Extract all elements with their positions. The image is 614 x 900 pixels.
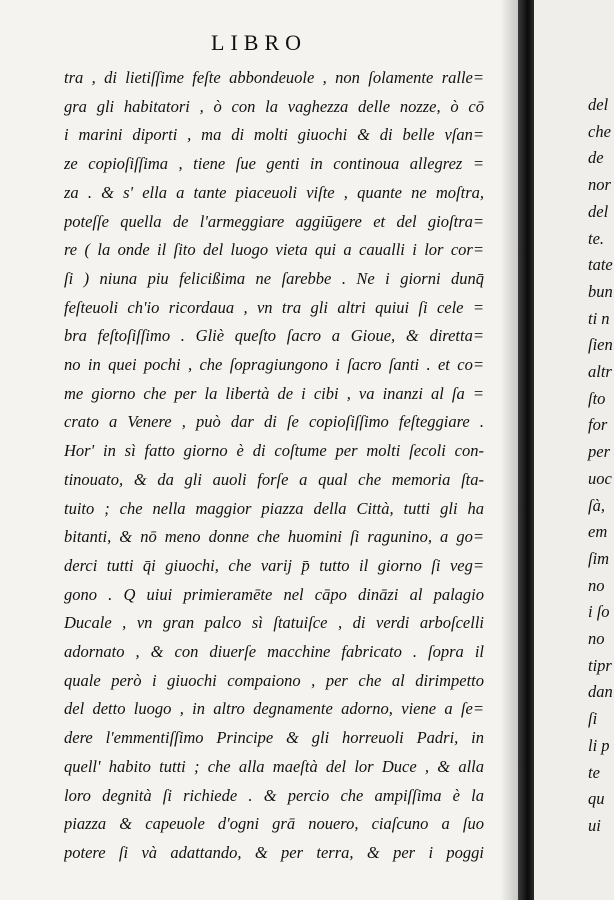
text-fragment: ſà, — [588, 495, 605, 515]
right-page-text-fragments — [588, 92, 613, 840]
text-fragment: i ſo — [588, 602, 610, 622]
text-fragment: ti n — [588, 308, 610, 328]
text-fragment: ſien — [588, 335, 613, 355]
text-fragment: ui — [588, 815, 601, 835]
text-line: gra gli habitatori , ò con la vaghezza delle nozze, ò cō — [64, 96, 484, 116]
text-line: tuito ; che nella maggior piazza della Città, tutti gli ha — [64, 498, 484, 518]
text-fragment: del — [588, 201, 609, 221]
text-fragment: de — [588, 148, 604, 168]
text-line: potere ſi và adattando, & per terra, & per i poggi — [64, 842, 484, 862]
text-line: Hor' in sì fatto giorno è di coſtume per molti ſecoli con- — [64, 441, 484, 461]
text-line: quale però i giuochi compaiono , per che al dirimpetto — [64, 670, 484, 690]
text-fragment: no — [588, 629, 605, 649]
text-line: ze copioſiſſima , tiene ſue genti in continoua allegrez = — [64, 154, 484, 174]
text-line: za . & s' ella a tante piaceuoli viſte , quante ne moſtra, — [64, 182, 484, 202]
text-line: poteſſe quella de l'armeggiare aggiūgere et del gioſtra= — [64, 211, 484, 231]
text-fragment: no — [588, 575, 605, 595]
text-line: no in quei pochi , che ſopragiungono i ſacro ſanti . et co= — [64, 355, 484, 375]
text-line: feſteuoli ch'io ricordaua , vn tra gli altri quiui ſi cele = — [64, 297, 484, 317]
text-line: tinouato, & da gli auoli forſe a qual che memoria ſta- — [64, 469, 484, 489]
text-line: del detto luogo , in altro degnamente adorno, viene a ſe= — [64, 699, 484, 719]
text-fragment: qu — [588, 789, 605, 809]
text-line: bitanti, & nō meno donne che huomini ſi ragunino, a go= — [64, 527, 484, 547]
book-gutter — [518, 0, 534, 900]
text-line: i marini diporti , ma di molti giuochi & di belle vſan= — [64, 125, 484, 145]
text-fragment: del — [588, 95, 609, 114]
text-line: ſi ) niuna piu felicißima ne ſarebbe . Ne i giorni dunq̄ — [64, 268, 484, 288]
text-fragment: per — [588, 442, 610, 462]
text-line: dere l'emmentiſſimo Principe & gli horreuoli Padri, in — [64, 728, 484, 748]
text-fragment: uoc — [588, 468, 612, 488]
text-fragment: dan — [588, 682, 613, 702]
text-line: quell' habito tutti ; che alla maeſtà del lor Duce , & alla — [64, 756, 484, 776]
text-fragment: li p — [588, 735, 610, 755]
text-fragment: bun — [588, 281, 613, 301]
text-line: tra , di lietiſſime feſte abbondeuole , non ſolamente ralle= — [64, 68, 484, 87]
text-line: derci tutti q̄i giuochi, che varij p̄ tutto il giorno ſi veg= — [64, 555, 484, 575]
text-line: bra feſtoſiſſimo . Gliè queſto ſacro a Gioue, & diretta= — [64, 326, 484, 346]
text-line: adornato , & con diuerſe macchine fabricato . ſopra il — [64, 642, 484, 662]
text-fragment: te — [588, 762, 600, 782]
body-text — [64, 64, 484, 868]
text-line: loro degnità ſi richiede . & percio che ampiſſima è la — [64, 785, 484, 805]
text-fragment: che — [588, 121, 611, 141]
text-fragment: ſi — [588, 709, 598, 729]
text-fragment: te. — [588, 228, 605, 248]
text-line: piazza & capeuole d'ogni grā nouero, ciaſcuno a ſuo — [64, 814, 484, 834]
text-fragment: nor — [588, 175, 611, 195]
text-line: re ( la onde il ſito del luogo vieta qui a caualli i lor cor= — [64, 240, 484, 260]
text-fragment: ſim — [588, 548, 610, 568]
text-fragment: em — [588, 522, 608, 542]
text-fragment: ſto — [588, 388, 606, 408]
running-head: LIBRO — [211, 30, 307, 55]
text-line: crato a Venere , può dar di ſe copioſiſſimo feſteggiare . — [64, 412, 484, 432]
text-fragment: tate — [588, 255, 613, 275]
text-line: gono . Q uiui primieramēte nel cāpo dināzi al palagio — [64, 584, 484, 604]
right-page — [534, 0, 614, 900]
text-line: Ducale , vn gran palco sì ſtatuiſce , di verdi arboſcelli — [64, 613, 484, 633]
text-fragment: altr — [588, 362, 612, 382]
text-fragment: for — [588, 415, 608, 435]
page-edge-shadow — [500, 0, 518, 900]
text-line: me giorno che per la libertà de i cibi , va inanzi al ſa = — [64, 383, 484, 403]
text-fragment: tipr — [588, 655, 612, 675]
